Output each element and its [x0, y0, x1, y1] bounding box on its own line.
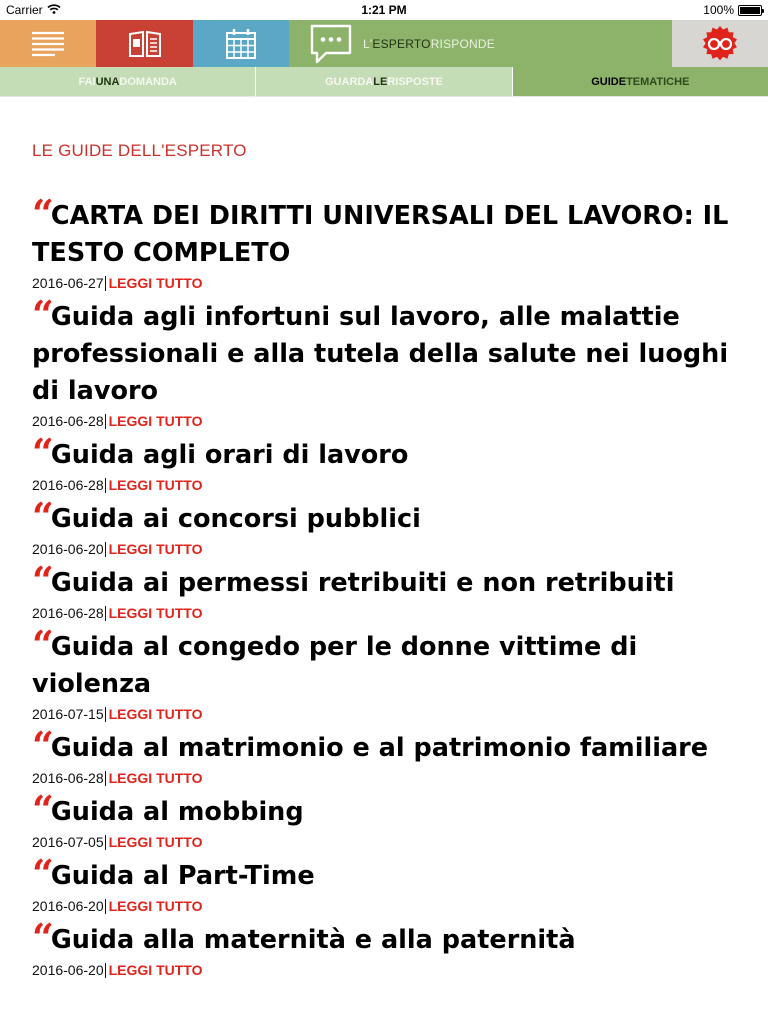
status-time: 1:21 PM: [361, 3, 407, 17]
nav-tile-profile[interactable]: [672, 20, 768, 67]
meta-separator: [105, 835, 106, 850]
quote-icon: “: [32, 723, 50, 768]
guide-title[interactable]: [32, 494, 742, 539]
quote-icon: “: [32, 851, 50, 896]
guide-item: [32, 494, 742, 559]
guide-date: 2016-06-28: [32, 770, 104, 786]
read-more-link[interactable]: LEGGI TUTTO: [108, 898, 203, 914]
guide-meta: [32, 896, 742, 916]
guide-date: 2016-06-28: [32, 413, 104, 429]
guide-date: 2016-06-20: [32, 541, 104, 557]
meta-separator: [105, 276, 106, 291]
esperto-title-part-1: L': [363, 36, 373, 51]
guide-meta: [32, 704, 742, 724]
read-more-link[interactable]: LEGGI TUTTO: [108, 834, 203, 850]
status-bar: [0, 0, 768, 20]
guide-item: [32, 558, 742, 623]
top-nav: [0, 20, 768, 67]
meta-separator: [105, 606, 106, 621]
guide-title-text: Guida alla maternità e alla paternità: [50, 925, 576, 955]
tab-label-strong: LE: [373, 75, 388, 88]
guide-item: [32, 191, 742, 293]
tab-guide-tematiche[interactable]: [513, 67, 768, 97]
tab-label-strong: UNA: [95, 75, 120, 88]
guide-title[interactable]: [32, 851, 742, 896]
guide-item: [32, 723, 742, 788]
meta-separator: [105, 963, 106, 978]
quote-icon: “: [32, 292, 50, 337]
battery-icon: [738, 5, 762, 16]
guide-item: [32, 851, 742, 916]
quote-icon: “: [32, 787, 50, 832]
guide-meta: [32, 768, 742, 788]
guide-meta: [32, 475, 742, 495]
guide-title-text: Guida al Part-Time: [50, 861, 315, 891]
section-title: LE GUIDE DELL'ESPERTO: [32, 141, 247, 160]
tab-label-pre: FAI: [78, 75, 96, 88]
list-icon: [31, 31, 65, 57]
guide-date: 2016-07-15: [32, 706, 104, 722]
read-more-link[interactable]: LEGGI TUTTO: [108, 275, 203, 291]
meta-separator: [105, 771, 106, 786]
guide-item: [32, 292, 742, 431]
esperto-title-part-3: RISPONDE: [430, 36, 495, 51]
quote-icon: “: [32, 430, 50, 475]
carrier-label: Carrier: [6, 3, 43, 17]
tab-label-strong: GUIDE: [591, 75, 627, 88]
guide-date: 2016-06-27: [32, 275, 104, 291]
guide-item: [32, 787, 742, 852]
guide-title-text: Guida agli infortuni sul lavoro, alle malattie professionali e alla tutela della salute nei luoghi di lavoro: [32, 302, 729, 406]
guide-date: 2016-07-05: [32, 834, 104, 850]
guide-date: 2016-06-20: [32, 962, 104, 978]
guide-meta: [32, 539, 742, 559]
meta-separator: [105, 542, 106, 557]
guide-date: 2016-06-28: [32, 477, 104, 493]
meta-separator: [105, 899, 106, 914]
glasses-badge-icon: [701, 25, 739, 63]
guide-title-text: Guida al matrimonio e al patrimonio familiare: [50, 733, 709, 763]
guide-date: 2016-06-28: [32, 605, 104, 621]
tab-label-post: DOMANDA: [119, 75, 177, 88]
guide-meta: [32, 960, 742, 980]
guide-item: [32, 915, 742, 980]
guide-item: [32, 622, 742, 724]
guide-title-text: Guida al mobbing: [50, 797, 304, 827]
meta-separator: [105, 707, 106, 722]
guide-title[interactable]: [32, 787, 742, 832]
read-more-link[interactable]: LEGGI TUTTO: [108, 413, 203, 429]
news-icon: [128, 30, 162, 58]
calendar-icon: [225, 28, 257, 60]
guide-meta: [32, 603, 742, 623]
status-right: [703, 3, 762, 17]
guide-date: 2016-06-20: [32, 898, 104, 914]
guide-meta: [32, 273, 742, 293]
battery-fill: [740, 7, 760, 14]
guide-title-text: Guida agli orari di lavoro: [50, 440, 409, 470]
esperto-title-part-2: ESPERTO: [372, 36, 431, 51]
meta-separator: [105, 478, 106, 493]
guide-item: [32, 430, 742, 495]
nav-tile-menu[interactable]: [0, 20, 96, 67]
nav-tile-calendar[interactable]: [193, 20, 289, 67]
quote-icon: “: [32, 558, 50, 603]
nav-tile-news[interactable]: [96, 20, 193, 67]
chat-bubble-icon: [309, 23, 353, 65]
quote-icon: “: [32, 622, 50, 667]
read-more-link[interactable]: LEGGI TUTTO: [108, 770, 203, 786]
guide-title-text: Guida al congedo per le donne vittime di violenza: [32, 632, 638, 699]
read-more-link[interactable]: LEGGI TUTTO: [108, 541, 203, 557]
read-more-link[interactable]: LEGGI TUTTO: [108, 605, 203, 621]
guide-title[interactable]: [32, 292, 742, 410]
guide-title[interactable]: [32, 558, 742, 603]
quote-icon: “: [32, 494, 50, 539]
guide-title[interactable]: [32, 915, 742, 960]
meta-separator: [105, 414, 106, 429]
quote-icon: “: [32, 915, 50, 960]
guide-meta: [32, 832, 742, 852]
sub-tabs: [0, 67, 768, 97]
guide-title[interactable]: [32, 622, 742, 703]
esperto-title: [363, 37, 495, 51]
quote-icon: “: [32, 191, 50, 236]
read-more-link[interactable]: LEGGI TUTTO: [108, 706, 203, 722]
guide-title-text: Guida ai permessi retribuiti e non retribuiti: [50, 568, 675, 598]
read-more-link[interactable]: LEGGI TUTTO: [108, 477, 203, 493]
guides-content: [32, 141, 742, 986]
tab-guarda-le-risposte[interactable]: [256, 67, 512, 97]
guide-title[interactable]: [32, 430, 742, 475]
guide-title[interactable]: [32, 191, 742, 272]
battery-percent: 100%: [703, 3, 734, 17]
tab-label-pre: GUARDA: [325, 75, 374, 88]
nav-tile-esperto[interactable]: [289, 20, 672, 67]
guide-title-text: CARTA DEI DIRITTI UNIVERSALI DEL LAVORO: IL TESTO COMPLETO: [32, 201, 729, 268]
tab-label-post: TEMATICHE: [626, 75, 690, 88]
guide-title[interactable]: [32, 723, 742, 768]
read-more-link[interactable]: LEGGI TUTTO: [108, 962, 203, 978]
tab-fai-una-domanda[interactable]: [0, 67, 256, 97]
tab-label-post: RISPOSTE: [387, 75, 443, 88]
guide-meta: [32, 411, 742, 431]
guide-title-text: Guida ai concorsi pubblici: [50, 504, 421, 534]
